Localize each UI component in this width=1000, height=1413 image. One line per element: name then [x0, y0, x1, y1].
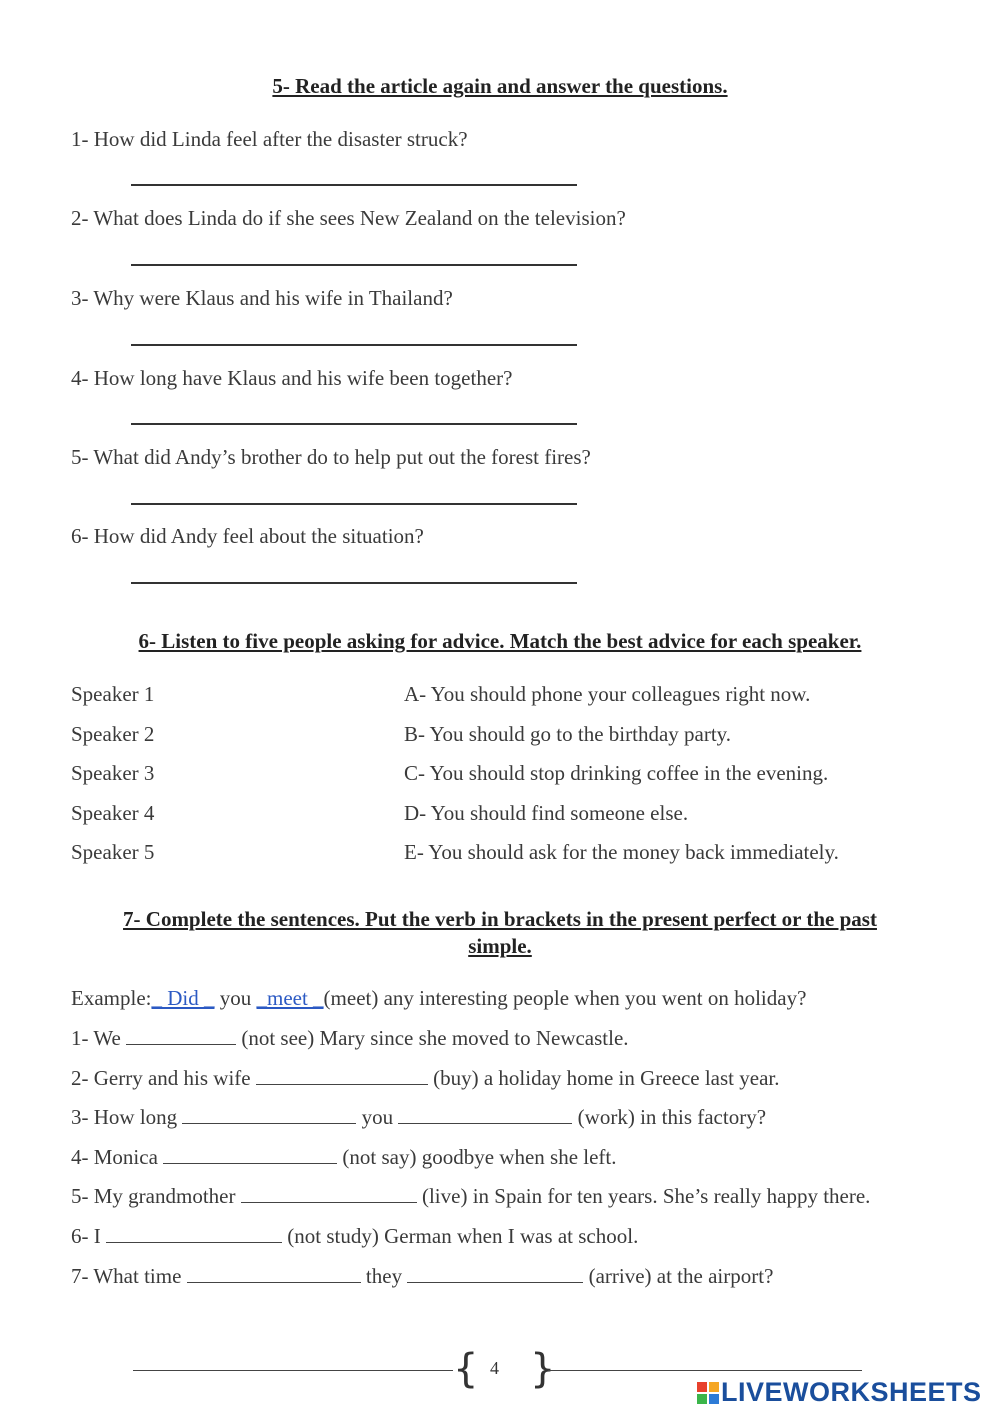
liveworksheets-logo[interactable] [697, 1377, 982, 1408]
sentence-2 [71, 1066, 779, 1091]
answer-line-5[interactable] [131, 503, 577, 505]
blank-2[interactable] [256, 1070, 428, 1085]
blank-1[interactable] [126, 1030, 236, 1045]
example-answer-did: _ Did _ [151, 986, 215, 1010]
blank-7a[interactable] [187, 1268, 361, 1283]
example-sentence [71, 986, 806, 1011]
advice-a: A- You should phone your colleagues right now. [404, 682, 811, 706]
sentence-4 [71, 1145, 617, 1170]
answer-line-6[interactable] [131, 582, 577, 584]
question-2: 2- What does Linda do if she sees New Zealand on the television? [71, 206, 626, 230]
answer-line-2[interactable] [131, 264, 577, 266]
logo-text: LIVEWORKSHEETS [721, 1377, 982, 1407]
sentence-2-end: (buy) a holiday home in Greece last year. [427, 1066, 780, 1090]
sentence-3-end: (work) in this factory? [572, 1105, 767, 1129]
sentence-4-start: 4- Monica [71, 1145, 164, 1169]
example-label: Example: [71, 986, 152, 1010]
speaker-1: Speaker 1 [71, 682, 155, 706]
section-7-title-line-2: simple. [468, 934, 532, 958]
advice-b: B- You should go to the birthday party. [404, 722, 732, 746]
advice-e: E- You should ask for the money back immediately. [404, 840, 839, 864]
answer-line-4[interactable] [131, 423, 577, 425]
example-mid: you [214, 986, 257, 1010]
liveworksheets-badge-icon [697, 1382, 719, 1404]
sentence-1-start: 1- We [71, 1026, 127, 1050]
speaker-5: Speaker 5 [71, 840, 155, 864]
sentence-5 [71, 1184, 870, 1209]
footer-rule-left [133, 1370, 453, 1371]
section-5-title: 5- Read the article again and answer the questions. [272, 74, 728, 98]
page-number: 4 [490, 1358, 499, 1378]
section-7-title-line-1: 7- Complete the sentences. Put the verb in brackets in the present perfect or the past [123, 907, 877, 931]
blank-5[interactable] [241, 1188, 417, 1203]
sentence-7-start: 7- What time [71, 1264, 187, 1288]
sentence-4-end: (not say) goodbye when she left. [337, 1145, 617, 1169]
blank-7b[interactable] [407, 1268, 583, 1283]
section-6-title: 6- Listen to five people asking for advice. Match the best advice for each speaker. [138, 629, 862, 653]
sentence-6-end: (not study) German when I was at school. [282, 1224, 639, 1248]
sentence-7 [71, 1264, 773, 1289]
sentence-3-start: 3- How long [71, 1105, 183, 1129]
sentence-6-start: 6- I [71, 1224, 106, 1248]
sentence-3 [71, 1105, 766, 1130]
blank-6[interactable] [106, 1228, 282, 1243]
sentence-5-end: (live) in Spain for ten years. She’s really happy there. [416, 1184, 871, 1208]
blank-3b[interactable] [398, 1109, 572, 1124]
question-1: 1- How did Linda feel after the disaster struck? [71, 127, 468, 151]
sentence-7-end: (arrive) at the airport? [583, 1264, 774, 1288]
question-6: 6- How did Andy feel about the situation? [71, 524, 424, 548]
footer-right-bracket: } [530, 1346, 556, 1392]
sentence-1 [71, 1026, 629, 1051]
example-rest: (meet) any interesting people when you went on holiday? [323, 986, 807, 1010]
answer-line-1[interactable] [131, 184, 577, 186]
question-3: 3- Why were Klaus and his wife in Thailand? [71, 286, 453, 310]
speaker-3: Speaker 3 [71, 761, 155, 785]
advice-c: C- You should stop drinking coffee in the evening. [404, 761, 829, 785]
blank-4[interactable] [163, 1149, 337, 1164]
sentence-3-mid: you [356, 1105, 399, 1129]
sentence-2-start: 2- Gerry and his wife [71, 1066, 256, 1090]
sentence-7-mid: they [360, 1264, 408, 1288]
example-answer-meet: _meet _ [256, 986, 324, 1010]
speaker-4: Speaker 4 [71, 801, 155, 825]
blank-3a[interactable] [182, 1109, 356, 1124]
footer-left-bracket: { [453, 1346, 479, 1392]
advice-d: D- You should find someone else. [404, 801, 689, 825]
speaker-2: Speaker 2 [71, 722, 155, 746]
answer-line-3[interactable] [131, 344, 577, 346]
sentence-5-start: 5- My grandmother [71, 1184, 241, 1208]
question-4: 4- How long have Klaus and his wife been together? [71, 366, 513, 390]
sentence-6 [71, 1224, 638, 1249]
question-5: 5- What did Andy’s brother do to help put out the forest fires? [71, 445, 591, 469]
footer-rule-right [548, 1370, 862, 1371]
sentence-1-end: (not see) Mary since she moved to Newcastle. [236, 1026, 629, 1050]
